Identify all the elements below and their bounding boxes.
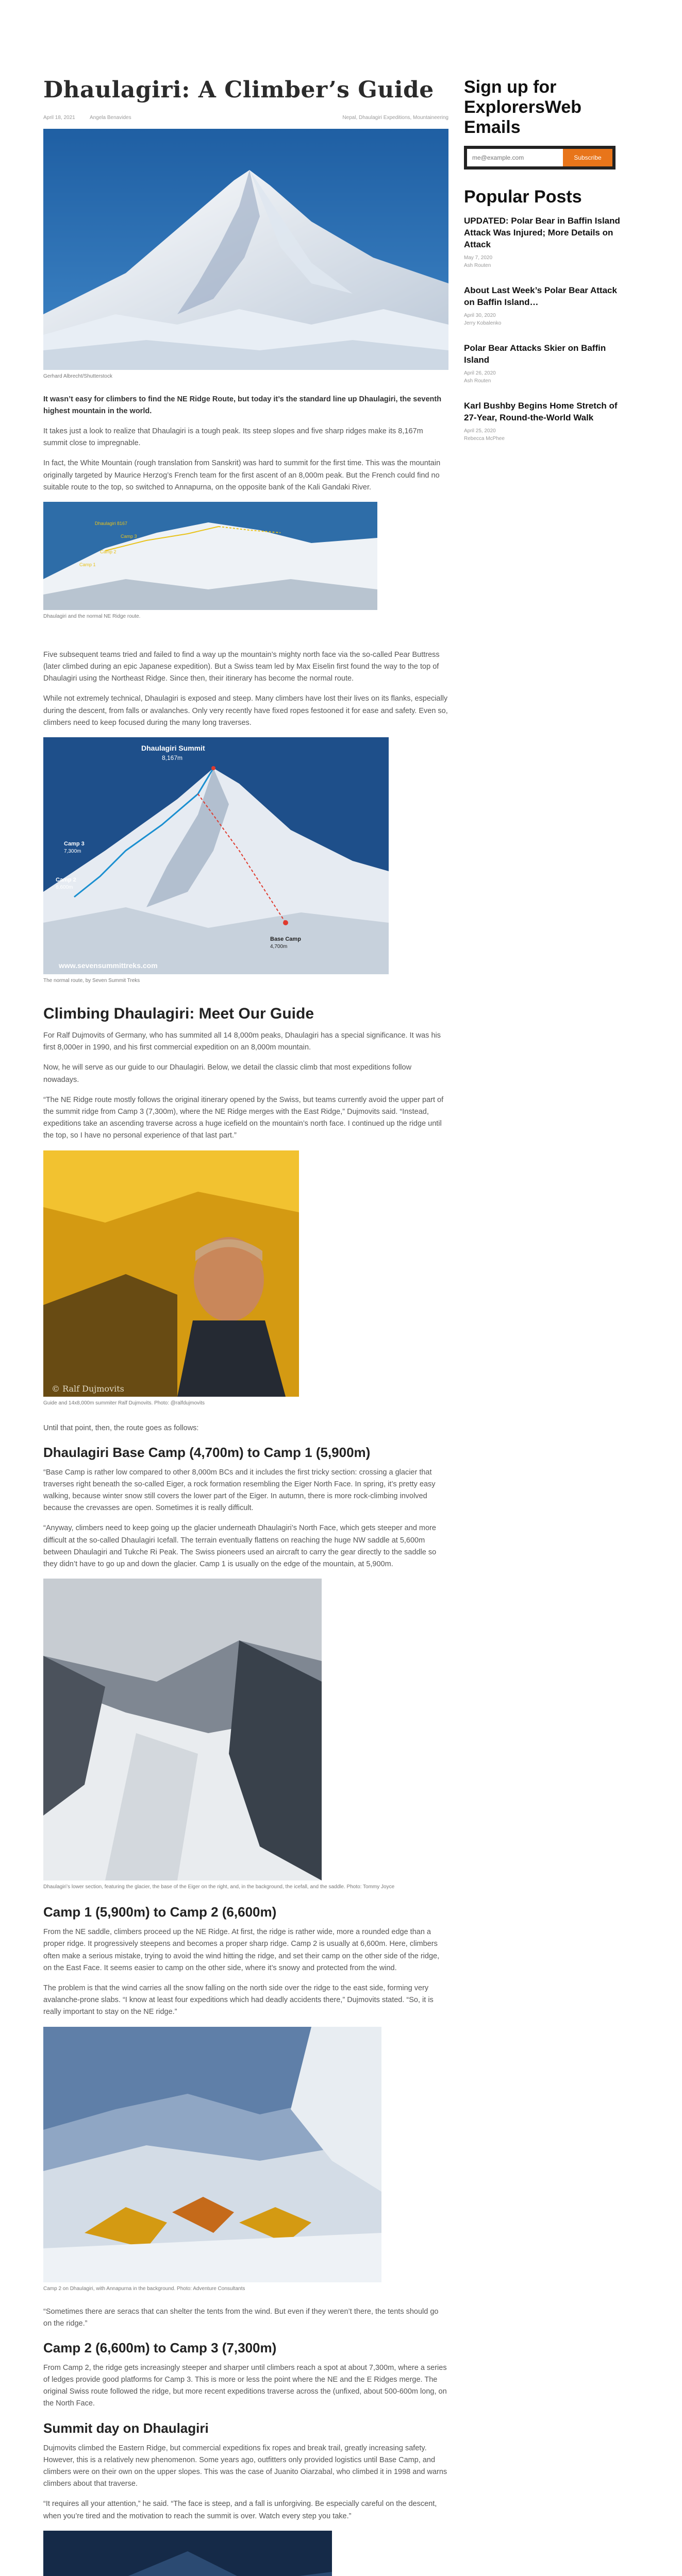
summit-paragraph-1: Dujmovits climbed the Eastern Ridge, but commercial expeditions fix ropes and break trail, greatly increasing safety. However, this is a relatively new phenomenon. Some years ago, outfitters only provided logistics until Base Camp, and climbers were on their own on the upper slopes. This was the case of Juanito Oiarzabal, who climbed it in 1998 and warns climbers about that traverse. bbox=[43, 2444, 447, 2488]
camp1-paragraph-1: From the NE saddle, climbers proceed up the NE Ridge. At first, the ridge is rather wide, more a rounded edge than a proper ridge. It progressively steepens and becomes a proper sharp ridge. Camp 2 is usually at 6,600m. Here, climbers often make a serious mistake, trying to avoid the wind hitting the ridge, and set their camp on the other side of the ridge, on the East Face. It seems easier to camp on the other side, where it’s snowy and protected from the wind. bbox=[43, 1928, 440, 1972]
until-paragraph: Until that point, then, the route goes as follows: bbox=[43, 1423, 199, 1432]
popular-post bbox=[464, 400, 624, 443]
summit-image bbox=[43, 2531, 332, 2576]
popular-post-author[interactable]: Jerry Kobalenko bbox=[464, 320, 502, 327]
hero-caption: Gerhard Albrecht/Shutterstock bbox=[43, 373, 112, 379]
article-date: April 18, 2021 bbox=[43, 114, 75, 121]
article-author[interactable]: Angela Benavides bbox=[89, 114, 131, 121]
popular-post-author[interactable]: Ash Routen bbox=[464, 263, 491, 269]
popular-post-date: April 25, 2020 bbox=[464, 428, 496, 434]
map-basecamp-label: Base Camp bbox=[270, 936, 301, 943]
glacier-image bbox=[43, 1579, 322, 1880]
popular-post-author[interactable]: Ash Routen bbox=[464, 378, 491, 384]
guide-photo bbox=[43, 1150, 299, 1397]
article-title: Dhaulagiri: A Climber’s Guide bbox=[43, 77, 434, 103]
guide-photo-watermark: © Ralf Dujmovits bbox=[52, 1383, 124, 1394]
email-input[interactable] bbox=[467, 149, 563, 166]
glacier-caption: Dhaulagiri’s lower section, featuring the glacier, the base of the Eiger on the right, and, in the background, the icefall, and the saddle. Photo: Tommy Joyce bbox=[43, 1884, 395, 1890]
summit-paragraph-2: “It requires all your attention,” he said. “The face is steep, and a fall is unforgiving. Be especially careful on the descent, when you’re tired and the motivation to reach the summit is over. Watch every step you take.” bbox=[43, 2500, 437, 2520]
subscribe-button[interactable]: Subscribe bbox=[563, 149, 612, 166]
guide-quote: “The NE Ridge route mostly follows the original itinerary opened by the Swiss, but teams currently avoid the upper part of the summit ridge from Camp 3 (7,300m), where the NE Ridge merges with the East Ridge,” Dujmovits said. “Instead, expeditions take an ascending traverse across a huge icefield on the mountain’s north face. I continued up the ridge until the top, so I have no personal experience of that last part.” bbox=[43, 1095, 444, 1140]
camp2-heading: Camp 2 (6,600m) to Camp 3 (7,300m) bbox=[43, 2340, 277, 2355]
route-label-camp3: Camp 3 bbox=[121, 533, 137, 539]
route-label-camp2: Camp 2 bbox=[100, 549, 117, 554]
hero-image bbox=[43, 129, 448, 370]
popular-post-title[interactable]: Karl Bushby Begins Home Stretch of 27-Year, Round-the-World Walk bbox=[464, 400, 618, 422]
glacier-illustration bbox=[43, 1579, 322, 1880]
map-summit-altitude: 8,167m bbox=[162, 754, 183, 762]
map-camp3-altitude: 7,300m bbox=[64, 849, 81, 855]
signup-form bbox=[464, 146, 616, 170]
basecamp-paragraph-1: “Base Camp is rather low compared to other 8,000m BCs and it includes the first tricky section: crossing a glacier that traverses right beneath the so-called Eiger, a rock formation resembling the Eiger North Face. In spring, it’s pretty easy walking, because winter snow still covers the lower part of the Eiger. In autumn, there is more rock-climbing involved because the crevasses are open. Sometimes it is really difficult. bbox=[43, 1468, 436, 1513]
route-label-camp1: Camp 1 bbox=[79, 562, 96, 567]
mountain-illustration bbox=[43, 129, 448, 370]
history-paragraph-1: Five subsequent teams tried and failed to find a way up the mountain’s mighty north face via the so-called Pear Buttress (later climbed during an epic Japanese expedition). But a Swiss team led by Max Eiselin first found the way to the top of Dhaulagiri using the Northeast Ridge. Since then, their itinerary has become the normal route. bbox=[43, 650, 440, 683]
intro-lead: It wasn’t easy for climbers to find the NE Ridge Route, but today it’s the standard line up Dhaulagiri, the seventh highest mountain in the world. bbox=[43, 395, 442, 415]
route-map-image bbox=[43, 737, 389, 974]
basecamp-heading: Dhaulagiri Base Camp (4,700m) to Camp 1 (5,900m) bbox=[43, 1444, 371, 1460]
route-caption: Dhaulagiri and the normal NE Ridge route. bbox=[43, 613, 141, 619]
route-map-illustration bbox=[43, 737, 389, 974]
camp2-illustration bbox=[43, 2027, 381, 2282]
camp2-caption: Camp 2 on Dhaulagiri, with Annapurna in the background. Photo: Adventure Consultants bbox=[43, 2285, 245, 2292]
basecamp-paragraph-2: “Anyway, climbers need to keep going up the glacier underneath Dhaulagiri’s North Face, which gets steeper and more difficult at the so-called Dhaulagiri Icefall. The terrain eventually flattens on reaching the huge NW saddle at 5,600m between Dhaulagiri and Tukche Ri Peak. The Swiss pioneers used an aircraft to carry the gear directly to the saddle so they didn’t have to go up and down the glacier. Camp 1 is usually on the edge of the mountain, at 5,900m. bbox=[43, 1524, 437, 1569]
popular-post bbox=[464, 343, 624, 385]
signup-heading: Sign up for ExplorersWeb Emails bbox=[464, 77, 582, 138]
popular-post-date: April 30, 2020 bbox=[464, 313, 496, 319]
route-image bbox=[43, 502, 377, 610]
map-camp3-label: Camp 3 bbox=[64, 841, 85, 848]
intro-paragraph-2: In fact, the White Mountain (rough translation from Sanskrit) was hard to summit for the first time. This was the mountain originally targeted by Maurice Herzog’s French team for the first ascent of an 8,000m peak. But the French could find no suitable route to the top, so switched to Annapurna, on the opposite bank of the Kali Gandaki River. bbox=[43, 459, 441, 492]
guide-paragraph-1: For Ralf Dujmovits of Germany, who has summited all 14 8,000m peaks, Dhaulagiri has a special significance. It was his first 8,000er in 1990, and his first commercial expedition on an 8,000m mountain. bbox=[43, 1031, 441, 1052]
camp2-paragraph-1: From Camp 2, the ridge gets increasingly steeper and sharper until climbers reach a spot at about 7,300m, where a series of ledges provide good platforms for Camp 3. This is more or less the point where the NE and the E Ridges merge. The original Swiss route followed the ridge, but more recent expeditions traverse across the (unfixed, about 500-600m long, on the North Face. bbox=[43, 2363, 447, 2408]
history-paragraph-2: While not extremely technical, Dhaulagiri is exposed and steep. Many climbers have lost their lives on its flanks, especially during the descent, from falls or avalanches. Only very recently have fixed ropes festooned it for ease and safety. Even so, climbers need to keep focused during the many long traverses. bbox=[43, 694, 448, 727]
summit-illustration bbox=[43, 2531, 332, 2576]
guide-heading: Climbing Dhaulagiri: Meet Our Guide bbox=[43, 1005, 314, 1023]
map-summit-label: Dhaulagiri Summit bbox=[141, 744, 205, 753]
popular-post-title[interactable]: About Last Week’s Polar Bear Attack on Baffin Island… bbox=[464, 285, 617, 308]
popular-post-date: May 7, 2020 bbox=[464, 255, 493, 261]
popular-posts-heading: Popular Posts bbox=[464, 187, 582, 207]
popular-post-author[interactable]: Rebecca McPhee bbox=[464, 435, 505, 442]
popular-post-title[interactable]: UPDATED: Polar Bear in Baffin Island Attack Was Injured; More Details on Attack bbox=[464, 216, 620, 250]
camp1-paragraph-2: The problem is that the wind carries all the snow falling on the north side over the ridge to the east side, forming very avalanche-prone slabs. “I know at least four expeditions which had deadly accidents there,” Dujmovits stated. “So, it is really important to stay on the NE ridge.” bbox=[43, 1984, 434, 2016]
camp2-image bbox=[43, 2027, 381, 2282]
popular-post bbox=[464, 285, 624, 327]
guide-illustration bbox=[43, 1150, 299, 1397]
article-meta bbox=[43, 115, 448, 121]
popular-post bbox=[464, 215, 624, 269]
popular-post-date: April 26, 2020 bbox=[464, 370, 496, 376]
map-camp2-label: Camp 2 bbox=[56, 877, 76, 884]
camp1-heading: Camp 1 (5,900m) to Camp 2 (6,600m) bbox=[43, 1904, 277, 1920]
map-credit: www.sevensummittreks.com bbox=[59, 961, 158, 970]
article bbox=[43, 77, 448, 2576]
guide-paragraph-2: Now, he will serve as our guide to our Dhaulagiri. Below, we detail the classic climb that most expeditions follow nowadays. bbox=[43, 1063, 412, 1084]
serac-paragraph: “Sometimes there are seracs that can shelter the tents from the wind. But even if they weren’t there, the tents should go on the ridge.” bbox=[43, 2307, 439, 2328]
intro-paragraph-1: It takes just a look to realize that Dhaulagiri is a tough peak. Its steep slopes and five sharp ridges make its 8,167m summit close to impregnable. bbox=[43, 427, 423, 448]
sidebar bbox=[464, 77, 624, 458]
guide-caption: Guide and 14x8,000m summiter Ralf Dujmovits. Photo: @ralfdujmovits bbox=[43, 1400, 205, 1406]
map-camp2-altitude: 6,600m bbox=[56, 885, 73, 891]
article-tags[interactable]: Nepal, Dhaulagiri Expeditions, Mountaineering bbox=[342, 114, 448, 121]
popular-post-title[interactable]: Polar Bear Attacks Skier on Baffin Island bbox=[464, 343, 606, 365]
route-map-caption: The normal route, by Seven Summit Treks bbox=[43, 978, 140, 984]
route-illustration bbox=[43, 502, 377, 610]
map-basecamp-altitude: 4,700m bbox=[270, 944, 288, 950]
summit-heading: Summit day on Dhaulagiri bbox=[43, 2420, 209, 2436]
route-label-summit: Dhaulagiri 8167 bbox=[95, 520, 128, 526]
